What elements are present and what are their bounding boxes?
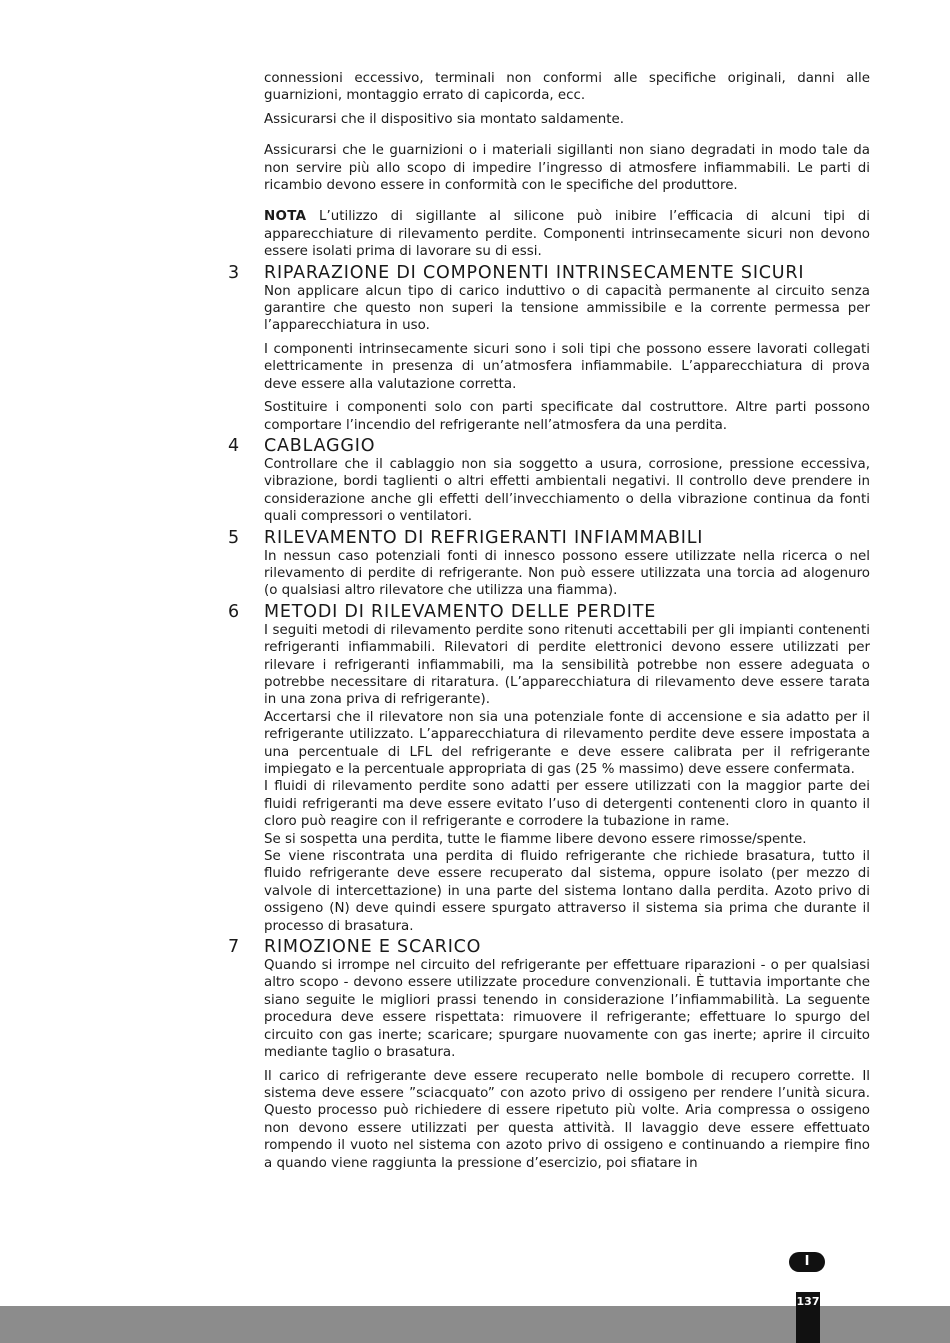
section-heading [228,436,870,456]
section-title: METODI DI RILEVAMENTO DELLE PERDITE [264,601,657,622]
note-label: NOTA [264,209,307,225]
section-heading [228,602,870,622]
section-number: 4 [228,435,240,456]
section-number: 3 [228,262,240,283]
note-text: L’utilizzo di sigillante al silicone può inibire l’efficacia di alcuni tipi di apparecchiature di rilevamento perdite. Componenti intrinsecamente sicuri non devono essere isolati prima di lavorare su di essi. [264,209,870,260]
language-badge: I [789,1252,825,1272]
section-paragraph: I fluidi di rilevamento perdite sono adatti per essere utilizzati con la maggior parte dei fluidi refrigeranti ma deve essere evitato l’uso di detergenti contenenti cloro in quanto il cloro può reagire con il refrigerante e corrodere la tubazione in rame. [264,779,870,830]
page-body [228,70,870,1172]
intro-paragraph: connessioni eccessivo, terminali non conformi alle specifiche originali, danni alle guarnizioni, montaggio errato di capicorda, ecc. [264,71,870,104]
section-paragraph: In nessun caso potenziali fonti di innesco possono essere utilizzate nella ricerca o nel rilevamento di perdite di refrigerante. Non può essere utilizzata una torcia ad alogenuro (o qualsiasi altro rilevatore che utilizza una fiamma). [264,548,870,599]
section-heading [228,937,870,957]
section-paragraph: Il carico di refrigerante deve essere recuperato nelle bombole di recupero corrette. Il sistema deve essere ”sciacquato” con azoto privo di ossigeno per rendere l’unità sicura. Questo processo può richiedere di essere ripetuto più volte. Aria compressa o ossigeno non devono essere utilizzati per questa attività. Il lavaggio deve essere effettuato rompendo il vuoto nel sistema con azoto privo di ossigeno e continuando a riempire fino a quando viene raggiunta la pressione d’esercizio, poi sfiatare in [264,1068,870,1171]
section-title: RILEVAMENTO DI REFRIGERANTI INFIAMMABILI [264,527,704,548]
section-title: RIPARAZIONE DI COMPONENTI INTRINSECAMENTE SICURI [264,262,805,283]
section-heading [228,263,870,283]
section-heading [228,528,870,548]
section-paragraph: I componenti intrinsecamente sicuri sono i soli tipi che possono essere lavorati collegati elettricamente in presenza di un’atmosfera infiammabile. L’apparecchiatura di prova deve essere alla valutazione corretta. [264,341,870,392]
intro-paragraph: Assicurarsi che il dispositivo sia montato saldamente. [264,111,624,127]
section-paragraph: Quando si irrompe nel circuito del refrigerante per effettuare riparazioni - o per qualsiasi altro scopo - devono essere utilizzate procedure convenzionali. È tuttavia importante che siano seguite le migliori prassi tenendo in considerazione l’infiammabilità. La seguente procedura deve essere rispettata: rimuovere il refrigerante; effettuare lo spurgo del circuito con gas inerte; scaricare; spurgare nuovamente con gas inerte; aprire il circuito mediante taglio o brasatura. [264,958,870,1061]
section-number: 6 [228,601,240,622]
section-title: CABLAGGIO [264,435,376,456]
intro-paragraph: Assicurarsi che le guarnizioni o i materiali sigillanti non siano degradati in modo tale da non servire più allo scopo di impedire l’ingresso di atmosfere infiammabili. Le parti di ricambio devono essere in conformità con le specifiche del produttore. [264,143,870,194]
section-paragraph: I seguiti metodi di rilevamento perdite sono ritenuti accettabili per gli impianti contenenti refrigeranti infiammabili. Rilevatori di perdite elettronici devono essere utilizzati per rilevare i refrigeranti infiammabili, ma la sensibilità potrebbe non essere adeguata o potrebbe necessitare di ritaratura. (L’apparecchiatura di rilevamento deve essere tarata in una zona priva di refrigerante). [264,622,870,708]
note-paragraph [264,208,870,260]
section-title: RIMOZIONE E SCARICO [264,937,482,958]
section-number: 5 [228,527,240,548]
section-paragraph: Accertarsi che il rilevatore non sia una potenziale fonte di accensione e sia adatto per il refrigerante utilizzato. L’apparecchiatura di rilevamento perdite deve essere impostata a una percentuale di LFL del refrigerante e deve essere calibrata per il refrigerante impiegato e la percentuale appropriata di gas (25 % massimo) deve essere confermata. [264,709,870,777]
section-paragraph: Se viene riscontrata una perdita di fluido refrigerante che richiede brasatura, tutto il fluido refrigerante deve essere recuperato dal sistema, oppure isolato (per mezzo di valvole di intercettazione) in una parte del sistema lontano dalla perdita. Azoto privo di ossigeno (N) deve quindi essere spurgato attraverso il sistema sia prima che durante il processo di brasatura. [264,849,870,934]
page-number: 137 [796,1292,820,1343]
section-paragraph: Controllare che il cablaggio non sia soggetto a usura, corrosione, pressione eccessiva, vibrazione, bordi taglienti o altri effetti ambientali negativi. Il controllo deve prendere in considerazione anche gli effetti dell’invecchiamento o della vibrazione continua da fonti quali compressori o ventilatori. [264,456,870,525]
section-paragraph: Se si sospetta una perdita, tutte le fiamme libere devono essere rimosse/spente. [264,831,807,847]
section-paragraph: Non applicare alcun tipo di carico induttivo o di capacità permanente al circuito senza garantire che questo non superi la tensione ammissibile e la corrente permessa per l’apparecchiatura in uso. [264,283,870,334]
section-paragraph: Sostituire i componenti solo con parti specificate dal costruttore. Altre parti possono comportare l’incendio del refrigerante nell’atmosfera da una perdita. [264,400,870,433]
section-number: 7 [228,937,240,958]
